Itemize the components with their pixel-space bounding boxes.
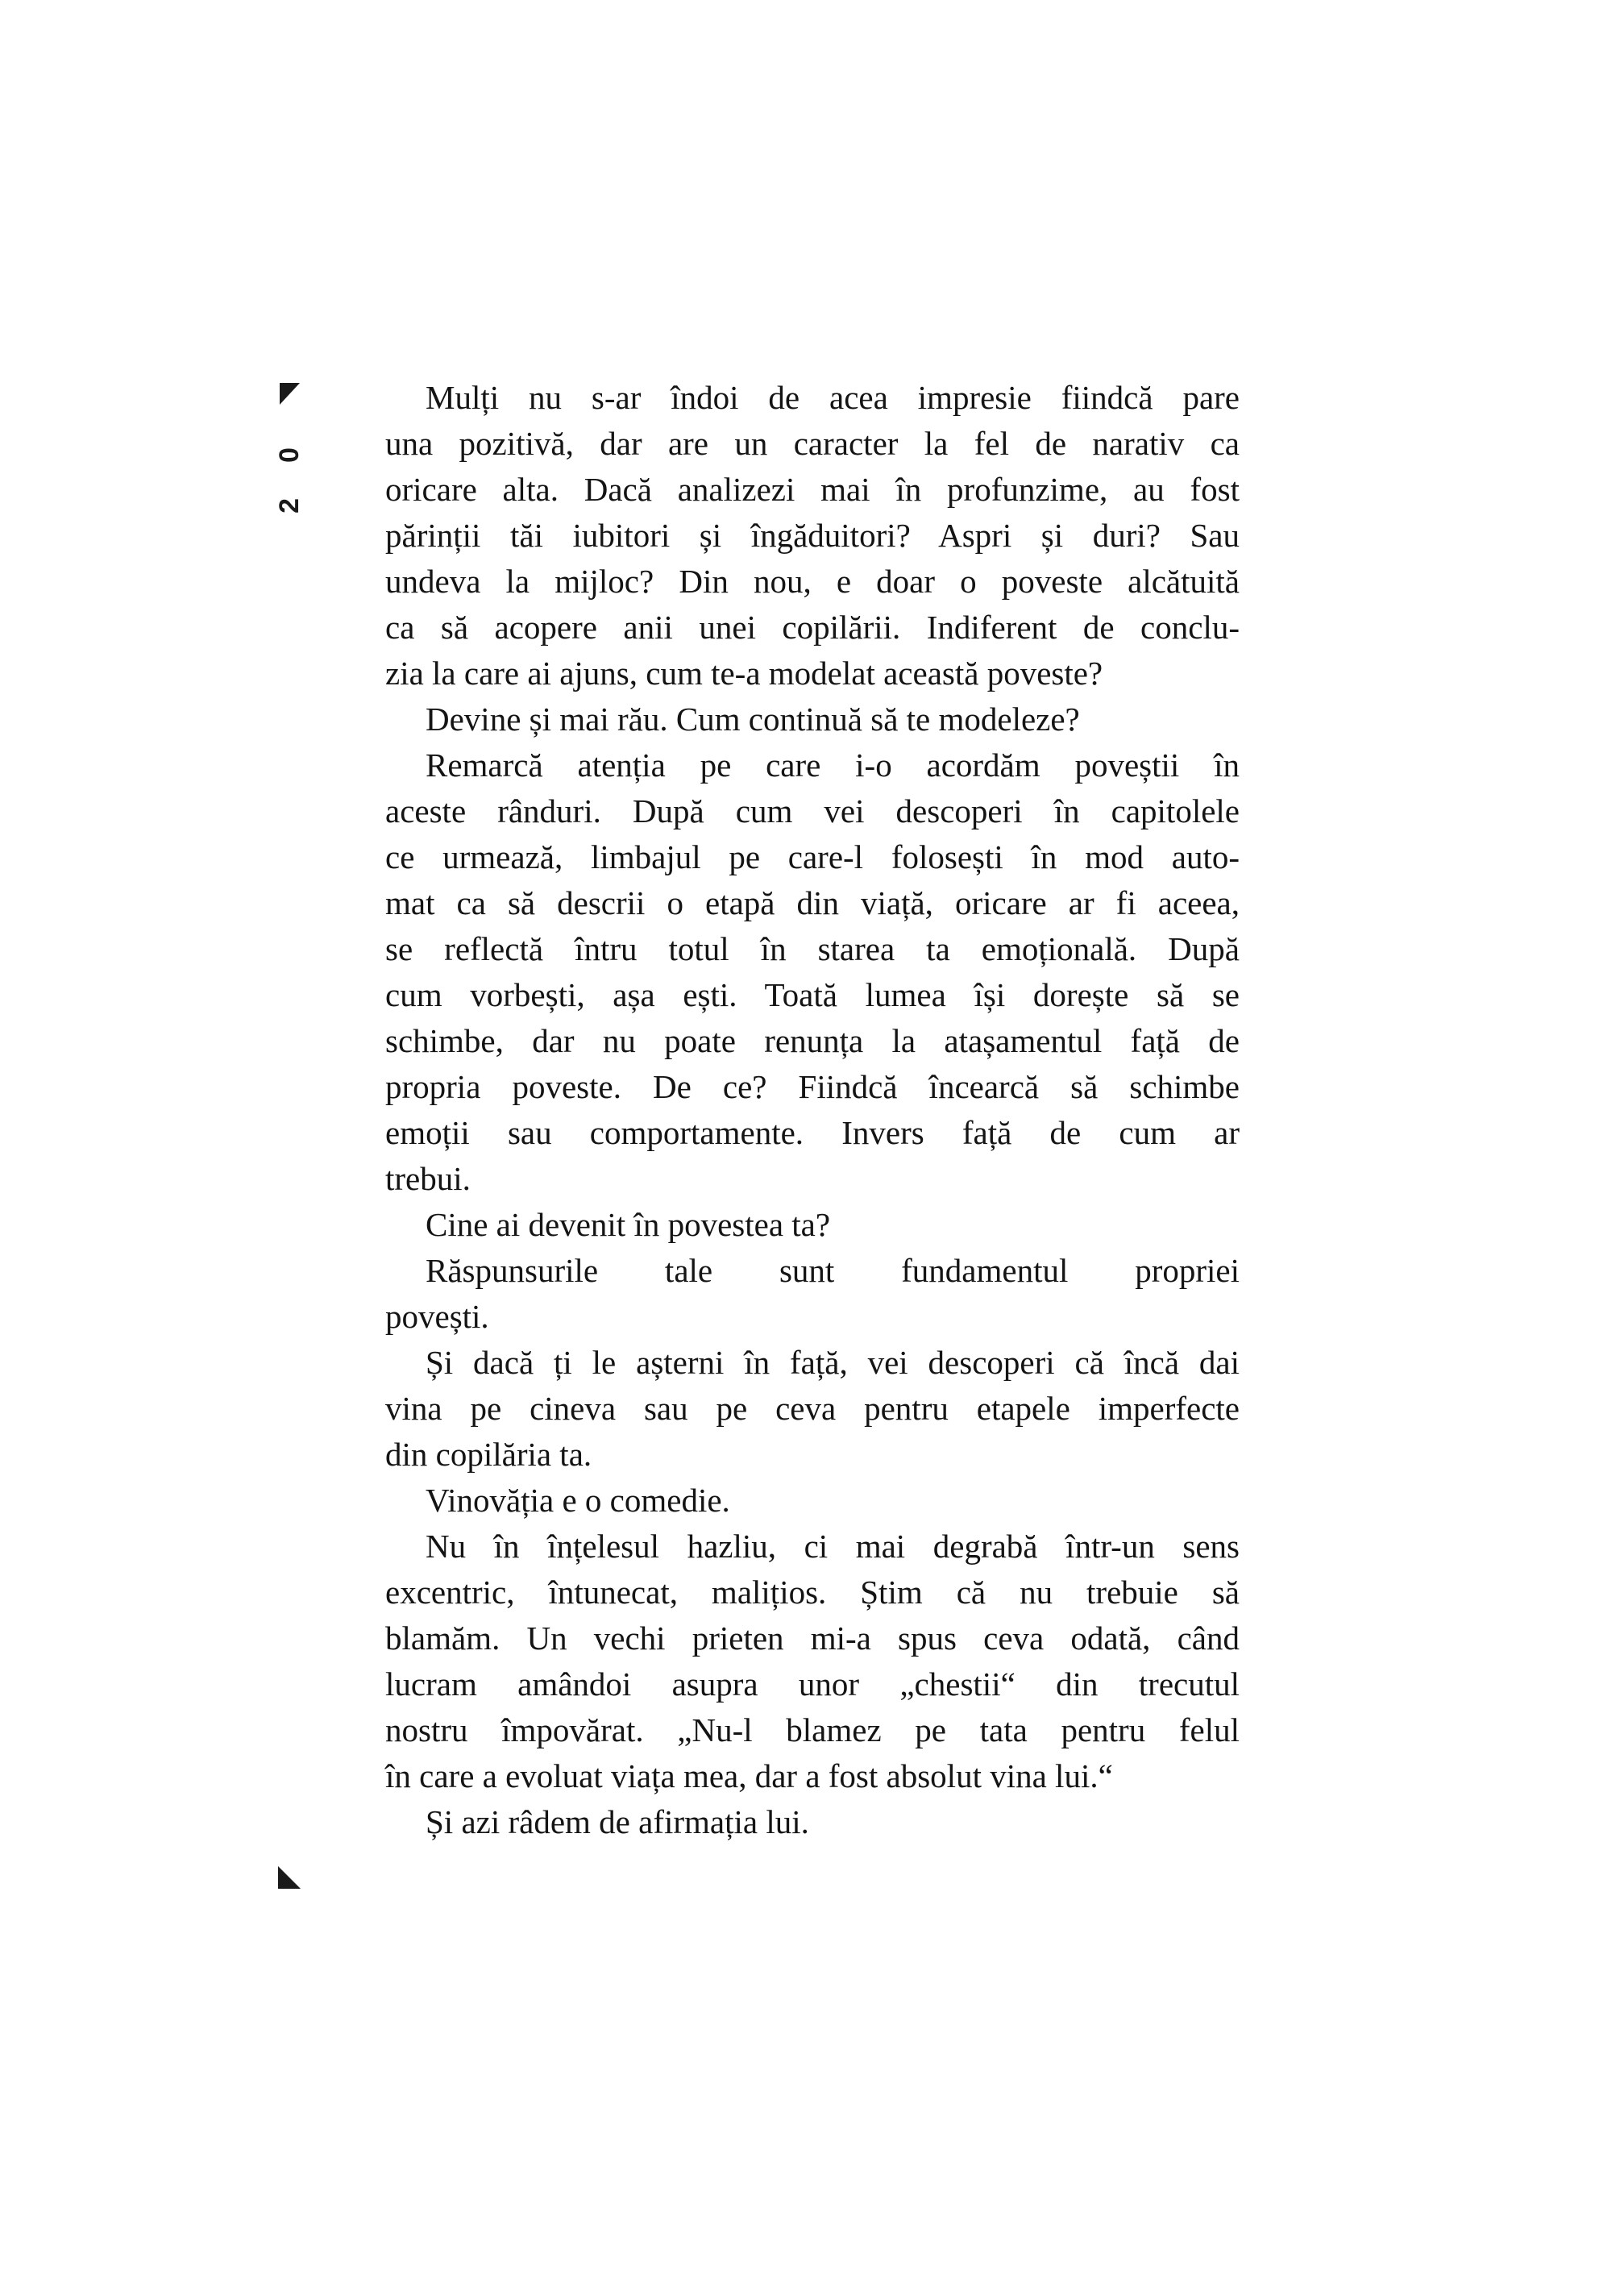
text-line: ca să acopere anii unei copilării. Indiferent de conclu- xyxy=(385,609,1240,646)
text-line: în care a evoluat viața mea, dar a fost absolut vina lui.“ xyxy=(385,1757,1113,1794)
text-line: lucram amândoi asupra unor „chestii“ din trecutul xyxy=(385,1665,1240,1703)
text-line: oricare alta. Dacă analizezi mai în profunzime, au fost xyxy=(385,471,1240,508)
text-line: excentric, întunecat, malițios. Știm că nu trebuie să xyxy=(385,1574,1240,1611)
text-line: Și azi râdem de afirmația lui. xyxy=(426,1803,809,1840)
text-line: părinții tăi iubitori și îngăduitori? Aspri și duri? Sau xyxy=(385,517,1240,554)
text-line: Vinovăția e o comedie. xyxy=(426,1482,730,1519)
text-line: ce urmează, limbajul pe care-l folosești în mod auto- xyxy=(385,838,1240,875)
text-line: aceste rânduri. După cum vei descoperi în capitolele xyxy=(385,792,1240,830)
text-line: din copilăria ta. xyxy=(385,1436,592,1473)
body-text-column xyxy=(385,375,1240,1845)
text-line: Cine ai devenit în povestea ta? xyxy=(426,1206,831,1243)
text-line: propria poveste. De ce? Fiindcă încearcă să schimbe xyxy=(385,1068,1240,1105)
text-line: Nu în înțelesul hazliu, ci mai degrabă într-un sens xyxy=(426,1528,1240,1565)
text-line: Și dacă ți le așterni în față, vei descoperi că încă dai xyxy=(426,1344,1240,1381)
text-line: una pozitivă, dar are un caracter la fel de narativ ca xyxy=(385,425,1240,462)
page-number: 20 xyxy=(273,412,305,514)
text-line: schimbe, dar nu poate renunța la atașamentul față de xyxy=(385,1022,1240,1059)
text-line: undeva la mijloc? Din nou, e doar o poveste alcătuită xyxy=(385,563,1240,600)
text-line: nostru împovărat. „Nu-l blamez pe tata pentru felul xyxy=(385,1711,1240,1748)
page-corner-marker-bottom-icon xyxy=(278,1866,301,1889)
text-line: vina pe cineva sau pe ceva pentru etapele imperfecte xyxy=(385,1390,1240,1427)
text-line: povești. xyxy=(385,1298,489,1335)
text-line: zia la care ai ajuns, cum te-a modelat această poveste? xyxy=(385,655,1103,692)
text-line: blamăm. Un vechi prieten mi-a spus ceva odată, când xyxy=(385,1620,1240,1657)
text-line: Mulți nu s-ar îndoi de acea impresie fiindcă pare xyxy=(426,379,1240,416)
text-line: emoții sau comportamente. Invers față de cum ar xyxy=(385,1114,1240,1151)
text-line: cum vorbești, așa ești. Toată lumea își dorește să se xyxy=(385,976,1240,1013)
text-line: trebui. xyxy=(385,1160,471,1197)
text-line: Remarcă atenția pe care i-o acordăm poveștii în xyxy=(426,746,1240,784)
text-line: Devine și mai rău. Cum continuă să te modeleze? xyxy=(426,701,1080,738)
text-line: Răspunsurile tale sunt fundamentul propriei xyxy=(426,1252,1240,1289)
text-line: se reflectă întru totul în starea ta emoțională. După xyxy=(385,930,1240,967)
text-line: mat ca să descrii o etapă din viață, oricare ar fi aceea, xyxy=(385,884,1240,921)
